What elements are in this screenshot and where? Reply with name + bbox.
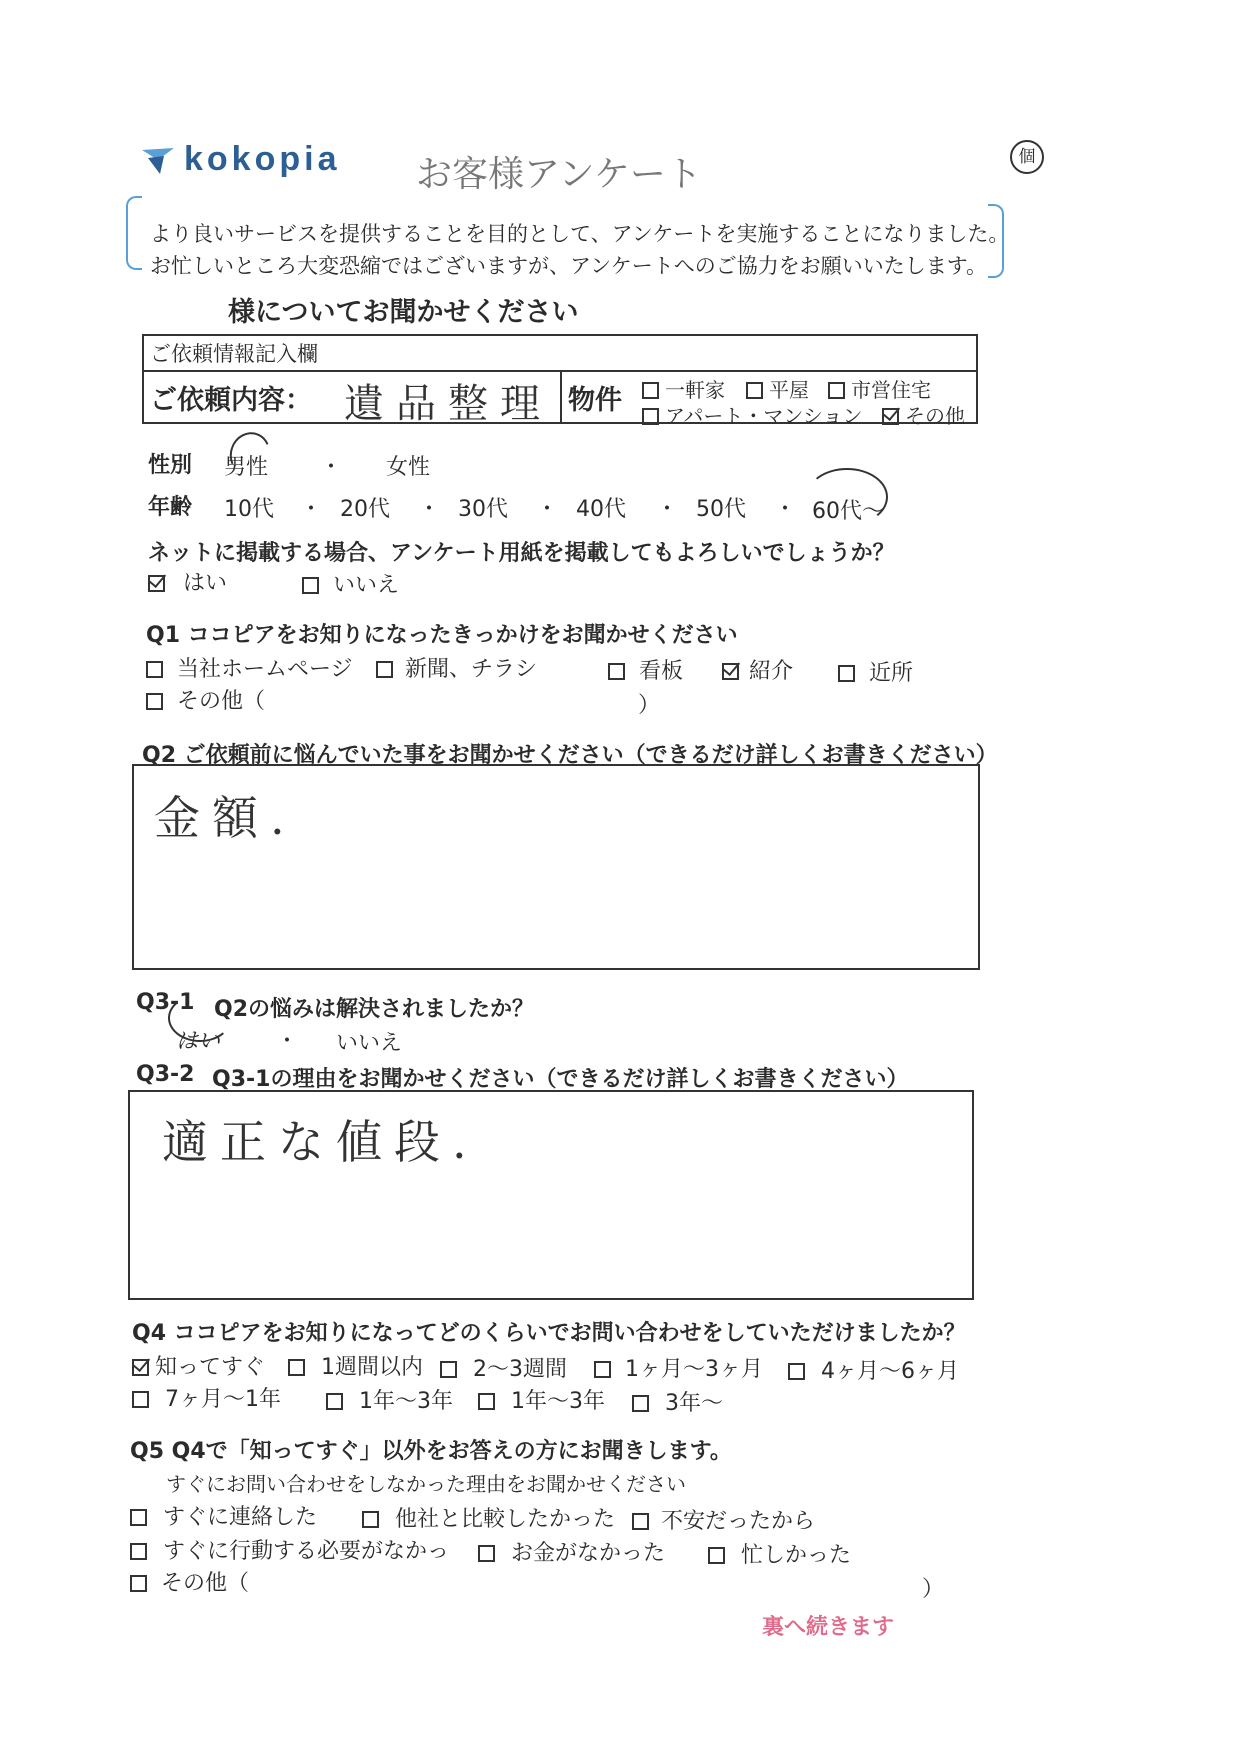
gender-separator: ・ [320,455,343,480]
intro-line-2: お忙しいところ大変恐縮ではございますが、アンケートへのご協力をお願いいたします。 [150,254,988,278]
q1-option[interactable]: 新聞、チラシ [376,652,537,683]
property-option-5[interactable]: その他 [882,400,965,429]
q4-option[interactable]: 1週間以内 [288,1350,423,1381]
q5-other-close: ） [922,1577,945,1602]
form-title: ご依頼情報記入欄 [150,342,318,366]
page-title: お客様アンケート [416,154,702,195]
publish-question: ネットに掲載する場合、アンケート用紙を掲載してもよろしいでしょうか？ [148,541,895,566]
logo-text: kokopia [184,140,341,178]
q4-option[interactable]: 3年〜 [632,1386,723,1417]
q5-option[interactable]: すぐに連絡した [130,1500,317,1531]
age-option[interactable]: 50代 [696,497,746,522]
checkbox-checked[interactable] [148,575,165,592]
q1-other-close: ） [638,693,661,718]
age-option[interactable]: 10代 [224,497,274,522]
q1-question: Q1 ココピアをお知りになったきっかけをお聞かせください [146,623,738,648]
age-option[interactable]: 40代 [576,497,626,522]
q5-option[interactable]: お金がなかった [478,1536,665,1567]
q5-subtitle: すぐにお問い合わせをしなかった理由をお聞かせください [166,1472,686,1496]
personal-badge: 個 [1010,140,1044,174]
checkbox[interactable] [478,1393,495,1410]
q3-1-yes[interactable]: はい [176,1029,221,1054]
checkbox[interactable] [130,1543,147,1560]
q1-option-checked[interactable]: 紹介 [722,654,793,685]
request-label: ご依頼内容： [150,385,312,416]
checkbox[interactable] [288,1359,305,1376]
age-label: 年齢 [148,495,193,520]
checkbox[interactable] [440,1361,457,1378]
checkbox[interactable] [594,1361,611,1378]
request-info-form [142,334,978,428]
publish-no[interactable]: いいえ [302,568,399,599]
q4-option[interactable]: 2〜3週間 [440,1352,567,1383]
checkbox[interactable] [642,382,659,399]
q2-question: Q2 ご依頼前に悩んでいた事をお聞かせください（できるだけ詳しくお書きください） [142,743,998,768]
q5-option[interactable]: 不安だったから [632,1504,815,1535]
q4-option[interactable]: 1ヶ月〜3ヶ月 [594,1352,763,1383]
property-option-3[interactable]: 市営住宅 [828,374,931,403]
q1-option[interactable]: 当社ホームページ [146,652,353,683]
age-separator: ・ [536,497,559,522]
age-separator: ・ [418,497,441,522]
q4-question: Q4 ココピアをお知りになってどのくらいでお問い合わせをしていただけましたか？ [132,1321,966,1346]
intro-line-1: より良いサービスを提供することを目的として、アンケートを実施することになりました。 [150,222,1010,246]
q3-1-no[interactable]: いいえ [336,1031,403,1056]
q2-answer: 金額. [154,791,297,845]
age-option[interactable]: 20代 [340,497,390,522]
age-option[interactable]: 30代 [458,497,508,522]
checkbox[interactable] [326,1393,343,1410]
selection-circle [168,994,232,1042]
q3-2-question: Q3-1の理由をお聞かせください（できるだけ詳しくお書きください） [212,1067,909,1092]
property-option-1[interactable]: 一軒家 [642,374,725,403]
q2-answer-box[interactable] [132,764,980,970]
age-separator: ・ [774,497,797,522]
checkbox[interactable] [478,1545,495,1562]
q4-option[interactable]: 1年〜3年 [478,1384,605,1415]
property-option-2[interactable]: 平屋 [746,374,809,403]
q4-option[interactable]: 1年〜3年 [326,1384,453,1415]
q4-option[interactable]: 4ヶ月〜6ヶ月 [788,1354,959,1385]
publish-yes[interactable]: はい [148,566,227,597]
q3-1-label: Q3-1 [136,990,195,1015]
checkbox-checked[interactable] [882,408,899,425]
continue-note: 裏へ続きます [762,1615,895,1640]
checkbox[interactable] [130,1575,147,1592]
gender-option-male[interactable]: 男性 [224,455,269,480]
q5-question: Q5 Q4で「知ってすぐ」以外をお答えの方にお聞きします。 [130,1439,732,1464]
checkbox[interactable] [642,408,659,425]
about-heading: 様についてお聞かせください [228,297,579,328]
q5-option[interactable]: 他社と比較したかった [362,1502,615,1533]
checkbox-checked[interactable] [132,1359,149,1376]
request-value[interactable]: 遺品整理 [344,381,552,427]
checkbox[interactable] [632,1395,649,1412]
checkbox[interactable] [708,1547,725,1564]
age-separator: ・ [656,497,679,522]
checkbox[interactable] [632,1513,649,1530]
gender-option-female[interactable]: 女性 [386,455,431,480]
q3-1-question: Q2の悩みは解決されましたか？ [214,997,535,1022]
q5-option[interactable]: 忙しかった [708,1538,851,1569]
checkbox[interactable] [788,1363,805,1380]
gender-label: 性別 [148,453,193,478]
age-option-selected[interactable]: 60代〜 [812,499,884,524]
q4-option-checked[interactable]: 知ってすぐ [132,1350,265,1381]
checkbox[interactable] [146,693,163,710]
checkbox[interactable] [608,663,625,680]
q3-2-label: Q3-2 [136,1062,195,1087]
checkbox-checked[interactable] [722,663,739,680]
q5-option[interactable]: すぐに行動する必要がなかっ [130,1534,449,1565]
checkbox[interactable] [146,661,163,678]
checkbox[interactable] [746,382,763,399]
q3-1-separator: ・ [276,1029,299,1054]
q1-option[interactable]: 近所 [838,656,913,687]
q3-2-answer: 適正な値段. [162,1115,479,1169]
q1-other[interactable]: その他（ [146,684,265,715]
property-label: 物件 [568,385,622,416]
checkbox[interactable] [130,1509,147,1526]
checkbox[interactable] [132,1391,149,1408]
age-separator: ・ [300,497,323,522]
q5-other[interactable]: その他（ [130,1566,249,1597]
selection-circle [806,468,888,526]
q3-2-answer-box[interactable] [128,1090,974,1300]
q4-option[interactable]: 7ヶ月〜1年 [132,1382,281,1413]
property-option-4[interactable]: アパート・マンション [642,400,863,429]
checkbox[interactable] [838,665,855,682]
checkbox[interactable] [302,577,319,594]
checkbox[interactable] [828,382,845,399]
q1-option[interactable]: 看板 [608,654,683,685]
bird-logo-icon [140,146,176,176]
checkbox[interactable] [362,1511,379,1528]
intro-bracket-left [126,196,142,270]
checkbox[interactable] [376,661,393,678]
